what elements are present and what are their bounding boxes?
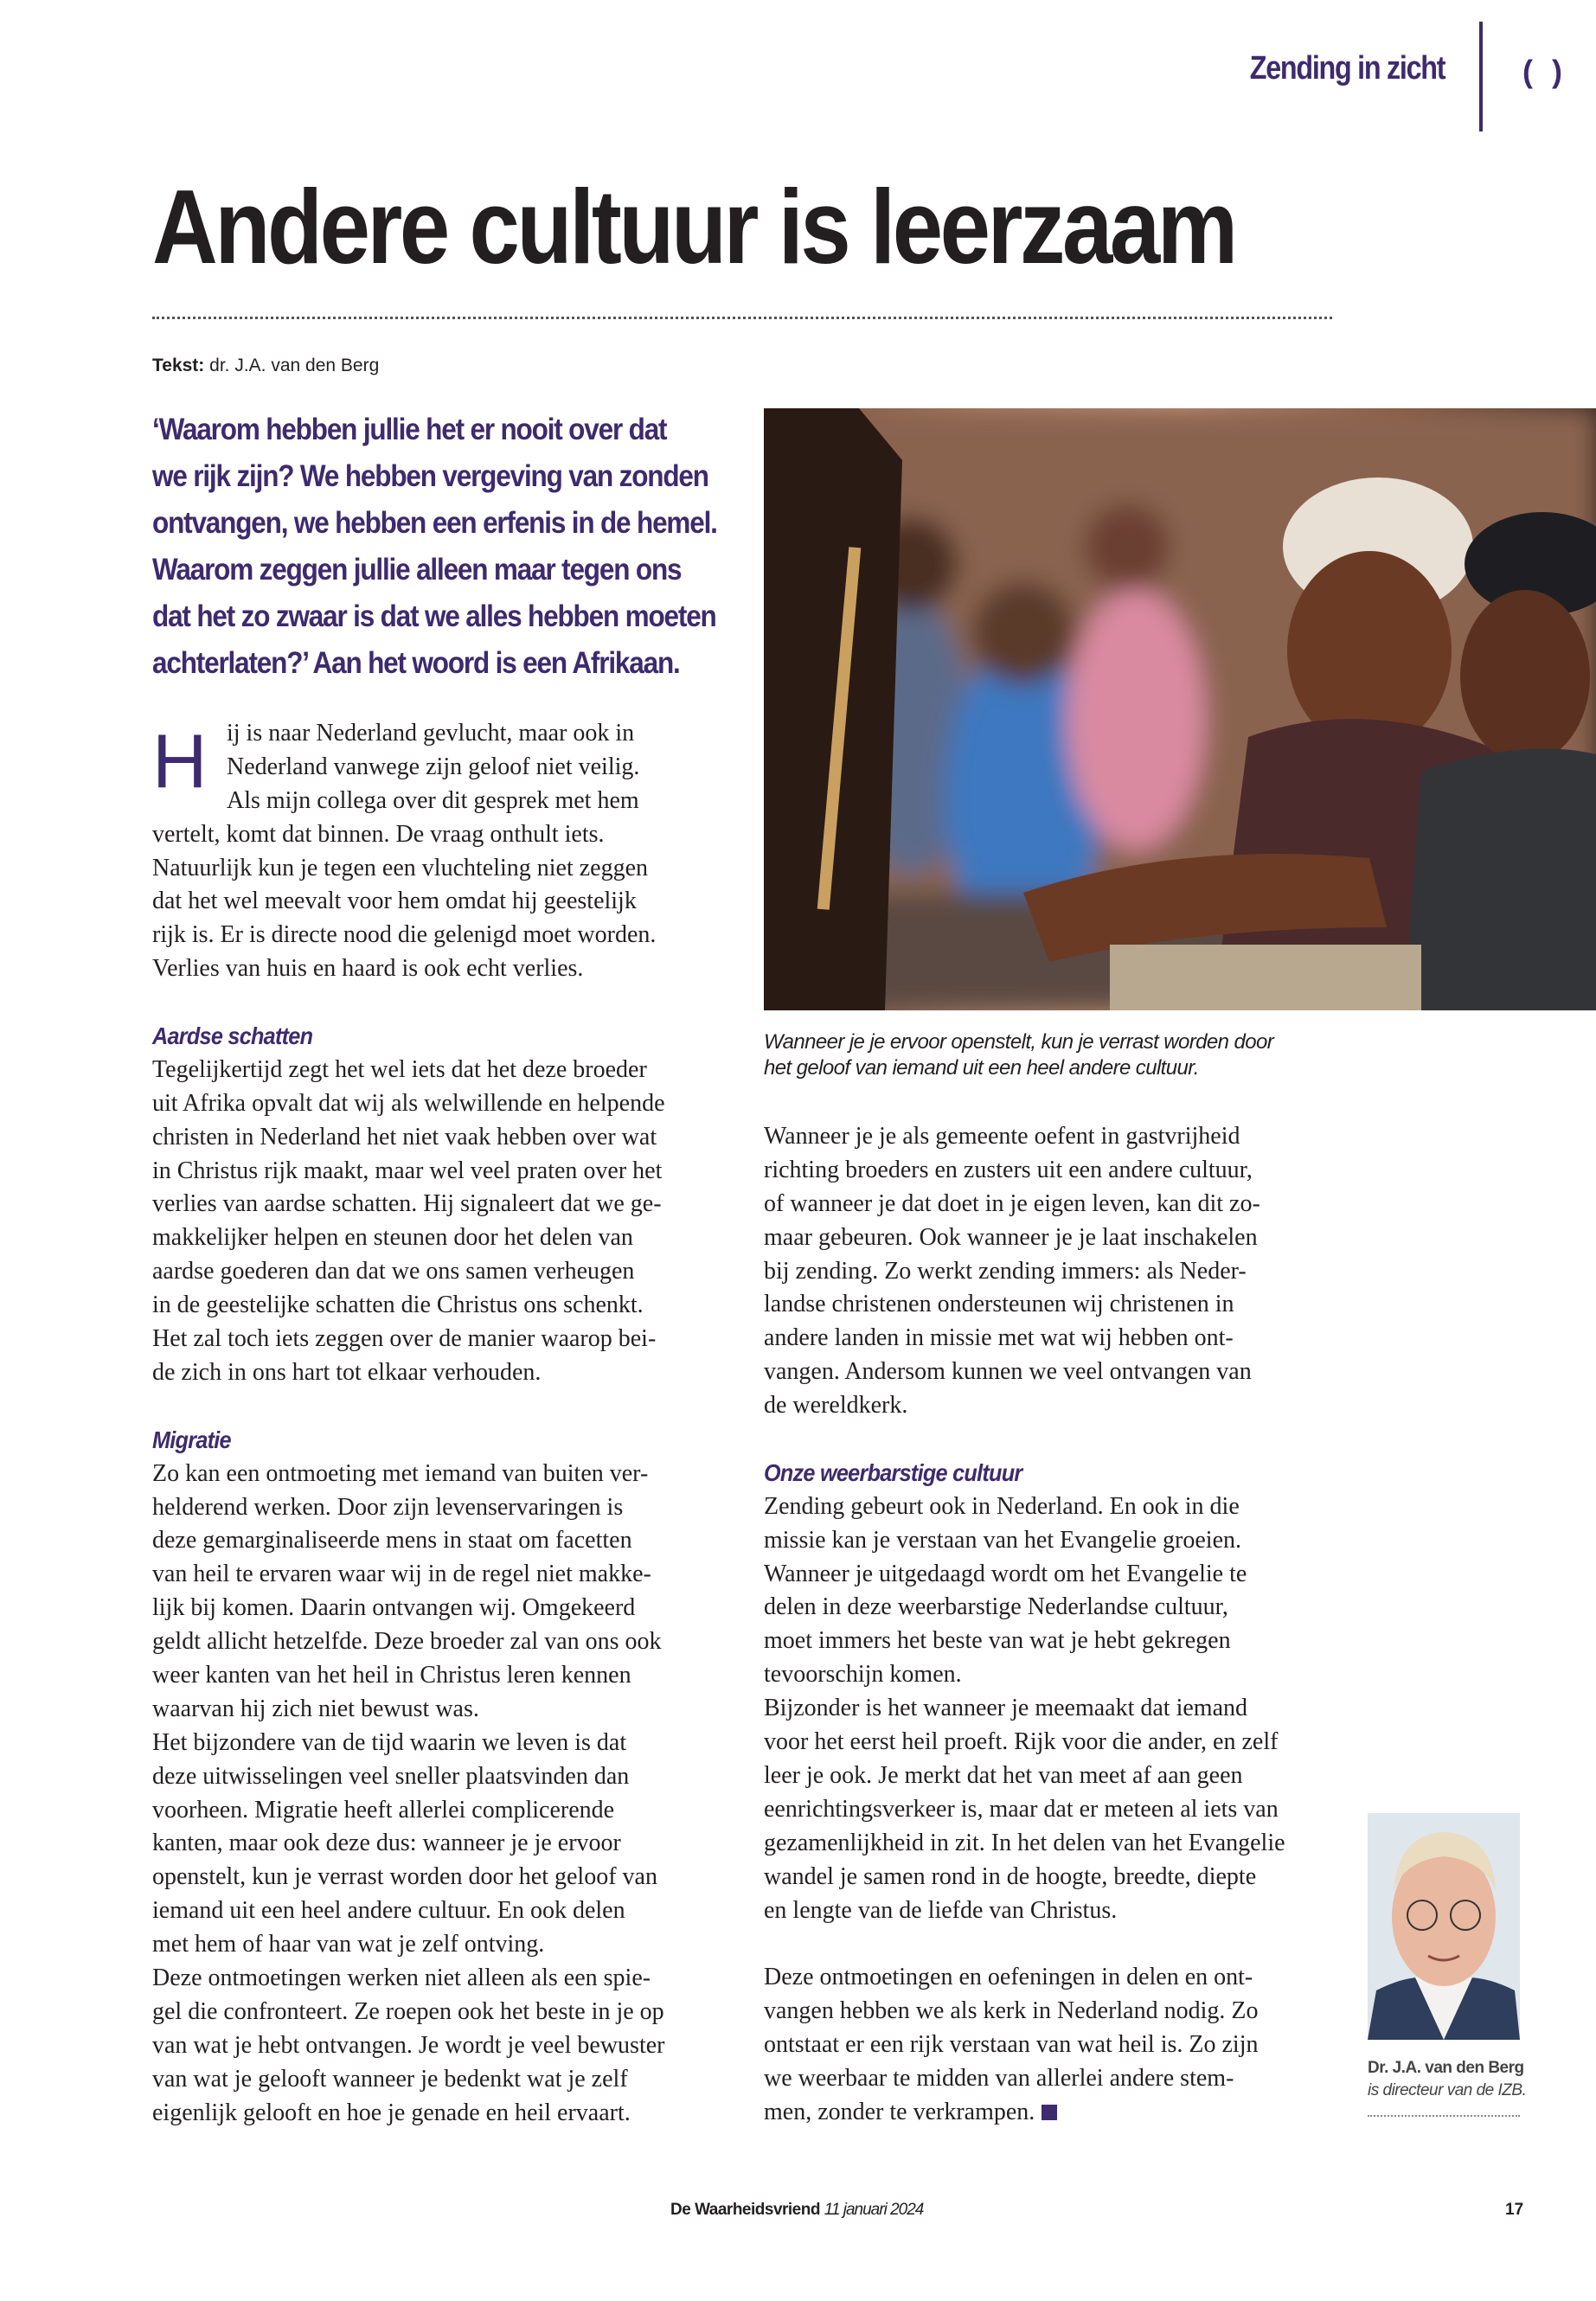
photo-caption: [764, 1029, 1273, 1081]
text-line: de zich in ons hart tot elkaar verhouden.: [152, 1358, 542, 1386]
text-line: deze gemarginaliseerde mens in staat om facetten: [152, 1527, 632, 1554]
text-line: Bijzonder is het wanneer je meemaakt dat iemand: [764, 1695, 1248, 1722]
text-line: met hem of haar van wat je zelf ontving.: [152, 1931, 545, 1958]
text-line: voor het eerst heil proeft. Rijk voor die ander, en zelf: [764, 1728, 1279, 1756]
right-column: [764, 1120, 1335, 2130]
text-line: Het bijzondere van de tijd waarin we leven is dat: [152, 1728, 627, 1756]
text-line: weer kanten van het heil in Christus leren kennen: [152, 1661, 631, 1689]
text-line: Wanneer je uitgedaagd wordt om het Evangelie te: [764, 1560, 1247, 1587]
paragraph: [152, 818, 723, 986]
text-line: dat het zo zwaar is dat we alles hebben moeten: [152, 599, 716, 633]
text-line: missie kan je verstaan van het Evangelie groeien.: [764, 1526, 1242, 1554]
header-divider: [1479, 22, 1483, 131]
drop-cap: H: [152, 718, 208, 804]
text-line: gezamenlijkheid in zit. In het delen van het Evangelie: [764, 1829, 1285, 1856]
text-line: Tegelijkertijd zegt het wel iets dat het deze broeder: [152, 1055, 647, 1083]
subheading-migratie: Migratie: [152, 1426, 231, 1453]
paragraph: [764, 1490, 1335, 1928]
text-line: van wat je gelooft wanneer je bedenkt wat je zelf: [152, 2065, 628, 2093]
text-line: Wanneer je je ervoor openstelt, kun je verrast worden door: [764, 1030, 1274, 1054]
text-line: openstelt, kun je verrast worden door het geloof van: [152, 1863, 657, 1891]
intro-lead: [152, 407, 740, 687]
text-line: en lengte van de liefde van Christus.: [764, 1896, 1118, 1924]
text-line: Zo kan een ontmoeting met iemand van buiten ver-: [152, 1459, 649, 1487]
text-line: het geloof van iemand uit een heel andere cultuur.: [764, 1056, 1199, 1080]
text-line: in de geestelijke schatten die Christus ons schenkt.: [152, 1292, 644, 1319]
paragraph: [152, 1458, 723, 2131]
brackets-logo: ( ): [1522, 54, 1567, 89]
author-divider: [1368, 2115, 1520, 2117]
text-line: christen in Nederland het niet vaak hebben over wat: [152, 1123, 657, 1150]
text-line: vertelt, komt dat binnen. De vraag onthult iets.: [152, 820, 605, 848]
text-line: delen in deze weerbarstige Nederlandse cultuur,: [764, 1593, 1228, 1621]
byline-label: Tekst:: [152, 356, 205, 375]
page-number: 17: [1505, 2201, 1524, 2219]
text-line: iemand uit een heel andere cultuur. En ook delen: [152, 1897, 625, 1925]
text-line: dat het wel meevalt voor hem omdat hij geestelijk: [152, 888, 637, 915]
text-line: Wanneer je je als gemeente oefent in gastvrijheid: [764, 1123, 1240, 1150]
text-line: van wat je hebt ontvangen. Je wordt je veel bewuster: [152, 2031, 665, 2059]
text-line: of wanneer je dat doet in je eigen leven, kan dit zo-: [764, 1189, 1260, 1217]
text-line: bij zending. Zo werkt zending immers: als Neder-: [764, 1257, 1247, 1285]
text-line: ij is naar Nederland gevlucht, maar ook in: [227, 720, 635, 747]
subheading-aardse-schatten: Aardse schatten: [152, 1022, 313, 1050]
paragraph: [152, 1054, 723, 1390]
text-line: ontstaat er een rijk verstaan van wat heil is. Zo zijn: [764, 2031, 1259, 2059]
text-line: vangen. Andersom kunnen we veel ontvangen van: [764, 1358, 1252, 1386]
text-line: aardse goederen dan dat we ons samen verheugen: [152, 1258, 635, 1285]
text-line: landse christenen ondersteunen wij christenen in: [764, 1291, 1234, 1318]
subheading-onze-weerbarstige-cultuur: Onze weerbarstige cultuur: [764, 1458, 1022, 1486]
text-line: kanten, maar ook deze dus: wanneer je je ervoor: [152, 1830, 621, 1857]
text-line: Nederland vanwege zijn geloof niet veilig.: [227, 753, 640, 780]
text-line: helderend werken. Door zijn levenservaringen is: [152, 1493, 624, 1521]
paragraph: [152, 717, 723, 818]
end-mark-icon: [1042, 2105, 1057, 2120]
section-label: Zending in zicht: [1249, 50, 1445, 87]
text-line: men, zonder te verkrampen.: [764, 2098, 1035, 2125]
text-line: Deze ontmoetingen werken niet alleen als een spie-: [152, 1964, 651, 1991]
author-name: Dr. J.A. van den Berg: [1368, 2059, 1524, 2077]
text-line: moet immers het beste van wat je hebt gekregen: [764, 1627, 1231, 1655]
text-line: Verlies van huis en haard is ook echt verlies.: [152, 955, 584, 983]
text-line: van heil te ervaren waar wij in de regel niet makke-: [152, 1561, 651, 1588]
text-line: rijk is. Er is directe nood die gelenigd moet worden.: [152, 921, 657, 949]
title-divider: [152, 317, 1332, 319]
text-line: Als mijn collega over dit gesprek met hem: [227, 786, 639, 814]
text-line: Deze ontmoetingen en oefeningen in delen en ont-: [764, 1964, 1253, 1991]
text-line: voorheen. Migratie heeft allerlei complicerende: [152, 1796, 615, 1823]
text-line: Waarom zeggen jullie alleen maar tegen ons: [152, 553, 682, 586]
byline: [152, 356, 379, 376]
text-line: makkelijker helpen en steunen door het delen van: [152, 1224, 633, 1252]
text-line: wandel je samen rond in de hoogte, breedte, diepte: [764, 1862, 1257, 1890]
text-line: deze uitwisselingen veel sneller plaatsvinden dan: [152, 1762, 630, 1790]
text-line: ontvangen, we hebben een erfenis in de hemel.: [152, 506, 717, 540]
text-line: maar gebeuren. Ook wanneer je je laat inschakelen: [764, 1223, 1258, 1251]
text-line: leer je ook. Je merkt dat het van meet af aan geen: [764, 1761, 1243, 1789]
text-line: in Christus rijk maakt, maar wel veel praten over het: [152, 1157, 663, 1184]
text-line: eenrichtingsverkeer is, maar dat er meteen al iets van: [764, 1795, 1279, 1823]
issue-date: 11 januari 2024: [824, 2201, 924, 2219]
text-line: verlies van aardse schatten. Hij signaleert dat we ge-: [152, 1190, 662, 1218]
article-title: Andere cultuur is leerzaam: [152, 168, 1235, 285]
author-portrait: [1368, 1813, 1520, 2040]
text-line: uit Afrika opvalt dat wij als welwillende en helpende: [152, 1089, 665, 1117]
text-line: gel die confronteert. Ze roepen ook het beste in je op: [152, 1997, 664, 2025]
text-line: waarvan hij zich niet bewust was.: [152, 1695, 479, 1722]
text-line: vangen hebben we als kerk in Nederland nodig. Zo: [764, 1997, 1259, 2025]
text-line: Het zal toch iets zeggen over de manier waarop bei-: [152, 1325, 657, 1353]
text-line: ‘Waarom hebben jullie het er nooit over dat: [152, 413, 667, 446]
text-line: geldt allicht hetzelfde. Deze broeder zal van ons ook: [152, 1628, 662, 1656]
text-line: richting broeders en zusters uit een andere cultuur,: [764, 1156, 1253, 1183]
text-line: de wereldkerk.: [764, 1392, 908, 1420]
text-line: Zending gebeurt ook in Nederland. En ook in die: [764, 1492, 1240, 1520]
text-line: andere landen in missie met wat wij hebben ont-: [764, 1324, 1234, 1352]
text-line: we weerbaar te midden van allerlei andere stem-: [764, 2064, 1234, 2092]
text-line: achterlaten?’ Aan het woord is een Afrikaan.: [152, 646, 680, 680]
footer-publication: [670, 2201, 923, 2220]
paragraph: [764, 1120, 1335, 1423]
text-line: eigenlijk gelooft en hoe je genade en heil ervaart.: [152, 2099, 631, 2126]
text-line: Natuurlijk kun je tegen een vluchteling niet zeggen: [152, 854, 649, 881]
text-line: lijk bij komen. Daarin ontvangen wij. Omgekeerd: [152, 1594, 636, 1622]
left-column: [152, 717, 723, 2130]
text-line: we rijk zijn? We hebben vergeving van zonden: [152, 459, 708, 493]
byline-author: dr. J.A. van den Berg: [209, 356, 380, 375]
text-line: tevoorschijn komen.: [764, 1661, 962, 1689]
author-role: is directeur van de IZB.: [1368, 2081, 1527, 2099]
magazine-name: De Waarheidsvriend: [670, 2201, 820, 2219]
paragraph: [764, 1961, 1335, 2129]
article-photo: [764, 408, 1596, 1010]
